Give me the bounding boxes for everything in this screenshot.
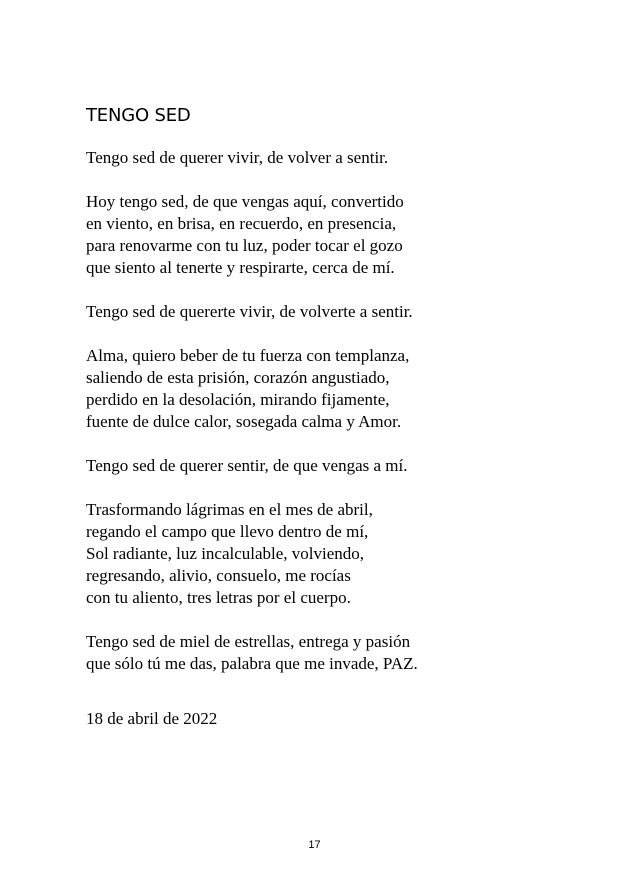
poem-line: que siento al tenerte y respirarte, cerca de mí. — [86, 258, 395, 277]
poem-line: Tengo sed de quererte vivir, de volverte a sentir. — [86, 302, 413, 321]
stanza-7 — [86, 631, 606, 675]
stanza-4 — [86, 345, 606, 433]
poem-line: Hoy tengo sed, de que vengas aquí, convertido — [86, 192, 404, 211]
stanza-6 — [86, 499, 606, 609]
poem-line: fuente de dulce calor, sosegada calma y Amor. — [86, 412, 402, 431]
poem-line: Trasformando lágrimas en el mes de abril, — [86, 500, 373, 519]
poem-line: Tengo sed de querer vivir, de volver a sentir. — [86, 148, 389, 167]
poem-line: en viento, en brisa, en recuerdo, en presencia, — [86, 214, 397, 233]
poem-line: Tengo sed de miel de estrellas, entrega y pasión — [86, 632, 411, 651]
poem-line: regando el campo que llevo dentro de mí, — [86, 522, 369, 541]
poem-line: que sólo tú me das, palabra que me invade, PAZ. — [86, 654, 418, 673]
poem-line: Sol radiante, luz incalculable, volviendo, — [86, 544, 365, 563]
poem-line: saliendo de esta prisión, corazón angustiado, — [86, 368, 390, 387]
stanza-5 — [86, 455, 606, 477]
poem-line: Alma, quiero beber de tu fuerza con templanza, — [86, 346, 410, 365]
poem-line: regresando, alivio, consuelo, me rocías — [86, 566, 351, 585]
poem-line: Tengo sed de querer sentir, de que vengas a mí. — [86, 456, 408, 475]
poem-body — [86, 147, 606, 697]
stanza-2 — [86, 191, 606, 279]
page-number: 17 — [308, 839, 321, 851]
stanza-3 — [86, 301, 606, 323]
stanza-1 — [86, 147, 606, 169]
poem-line: para renovarme con tu luz, poder tocar el gozo — [86, 236, 403, 255]
poem-line: perdido en la desolación, mirando fijamente, — [86, 390, 390, 409]
poem-line: con tu aliento, tres letras por el cuerpo. — [86, 588, 351, 607]
poem-date: 18 de abril de 2022 — [86, 709, 218, 728]
poem-title: TENGO SED — [86, 105, 191, 126]
